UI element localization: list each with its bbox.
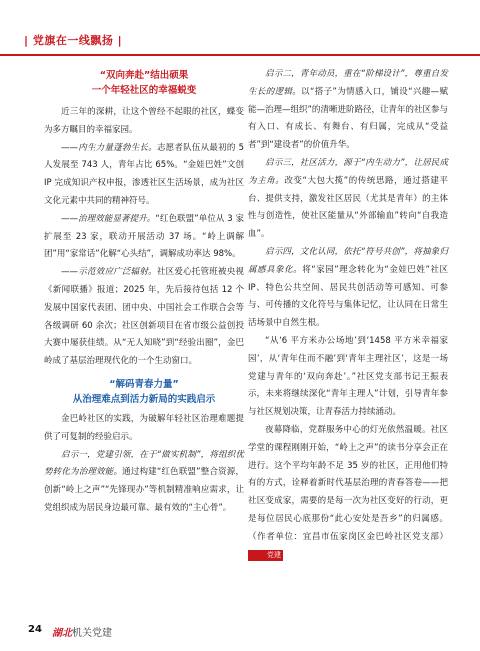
left-column bbox=[44, 68, 244, 518]
paragraph: ——示范效应广泛辐射。社区爱心托管班被央视《新闻联播》报道；2025 年，先后接待包括 12 个发展中国家代表团、团中央、中国社会工作联合会等各级调研 60 余次；社区创新项目在省市级公益创投大赛中屡获佳绩。从“无人知晓”到“经验出圈”，金巴岭成了基层治理现代化的一个生动窗口。 bbox=[44, 267, 244, 367]
header-divider bbox=[0, 54, 480, 56]
paragraph: 启示二，青年动员，重在“阶梯设计”，尊重自发生长的逻辑。以“搭子”为情感入口，铺设“兴趣—赋能—治理—组织”的清晰进阶路径，让青年的社区参与有入口、有成长、有舞台、有归属，完成从“受益者”到“建设者”的价值升华。 bbox=[248, 69, 448, 151]
section-heading-2: “解码青春力量” bbox=[109, 378, 179, 390]
paragraph: 启示一，党建引领，在于“做实机制”，将组织优势转化为治理效能。通过构建“红色联盟”整合资源，创新“岭上之声”“先锋现办”等机制精准响应需求，让党组织成为居民身边最可靠、最有效的“主心骨”。 bbox=[44, 449, 244, 513]
paragraph: “从‘6 平方米办公场地’到‘1458 平方米幸福家园’，从‘青年住而不融’到‘青年主理社区’，这是一场党建与青年的‘双向奔赴’。”社区党支部书记王振表示，未来将继续深化“青年主理人”计划，引导青年参与社区规划决策，让青春活力持续涌动。 bbox=[248, 335, 448, 418]
page-footer bbox=[0, 612, 480, 651]
paragraph: 近三年的深耕，让这个曾经不起眼的社区，蝶变为多方瞩目的幸福家园。 bbox=[44, 107, 244, 135]
section-subheading-1: 一个年轻社区的幸福蜕变 bbox=[91, 85, 197, 96]
paragraph: 夜幕降临，党群服务中心的灯光依然温暖。社区学堂的课程刚刚开始，“岭上之声”的读书分享会正在进行。这个平均年龄不足 35 岁的社区，正用他们特有的方式，诠释着新时代基层治理的青春答卷——把社区变成家，需要的是每一次为社区变好的行动，更是每位居民心底那份“此心安处是吾乡”的归属感。（作者单位：宜昌市伍家岗区金巴岭社区党支部） 党建 bbox=[248, 424, 448, 559]
paragraph: ——内生力量蓬勃生长。志愿者队伍从最初的 5 人发展至 743 人，青年占比 65%。“金娃巴姓”文创 IP 完成知识产权申报，渗透社区生活场景，成为社区文化元素中共同的精神符号。 bbox=[44, 142, 244, 206]
page-number: 24 bbox=[28, 624, 42, 635]
end-mark: 党建 bbox=[248, 550, 283, 561]
section-subheading-2: 从治理难点到活力新局的实践启示 bbox=[72, 393, 216, 405]
paragraph: 金巴岭社区的实践，为破解年轻社区治理难题提供了可复制的经验启示。 bbox=[44, 413, 244, 442]
section-heading-1: “双向奔赴”结出硕果 bbox=[99, 70, 189, 81]
paragraph: 启示四，文化认同，依托“符号共创”，将抽象归属感具象化。将“家园”理念转化为“金娃巴姓”社区 IP、特色公共空间、居民共创活动等可感知、可参与、可传播的文化符号与集体记忆，让认同在日常生活场景中自然生根。 bbox=[248, 246, 448, 329]
section-title: | 党旗在一线飘扬 | bbox=[24, 34, 123, 47]
paragraph: 启示三，社区活力，源于“内生动力”，让居民成为主角。改变“大包大揽”的传统思路，通过搭建平台、提供支持，激发社区居民（尤其是青年）的主体性与创造性，使社区能量从“外部输血”转向“自我造血”。 bbox=[248, 157, 448, 240]
right-column bbox=[248, 66, 448, 564]
paragraph: ——治理效能显著提升。“红色联盟”单位从 3 家扩展至 23 家，联动开展活动 37 场。“岭上调解团”用“家常话”化解“心头结”，调解成功率达 98%。 bbox=[44, 213, 244, 260]
magazine-brand: 湖北机关党建 bbox=[52, 628, 112, 639]
page-header bbox=[0, 0, 480, 58]
